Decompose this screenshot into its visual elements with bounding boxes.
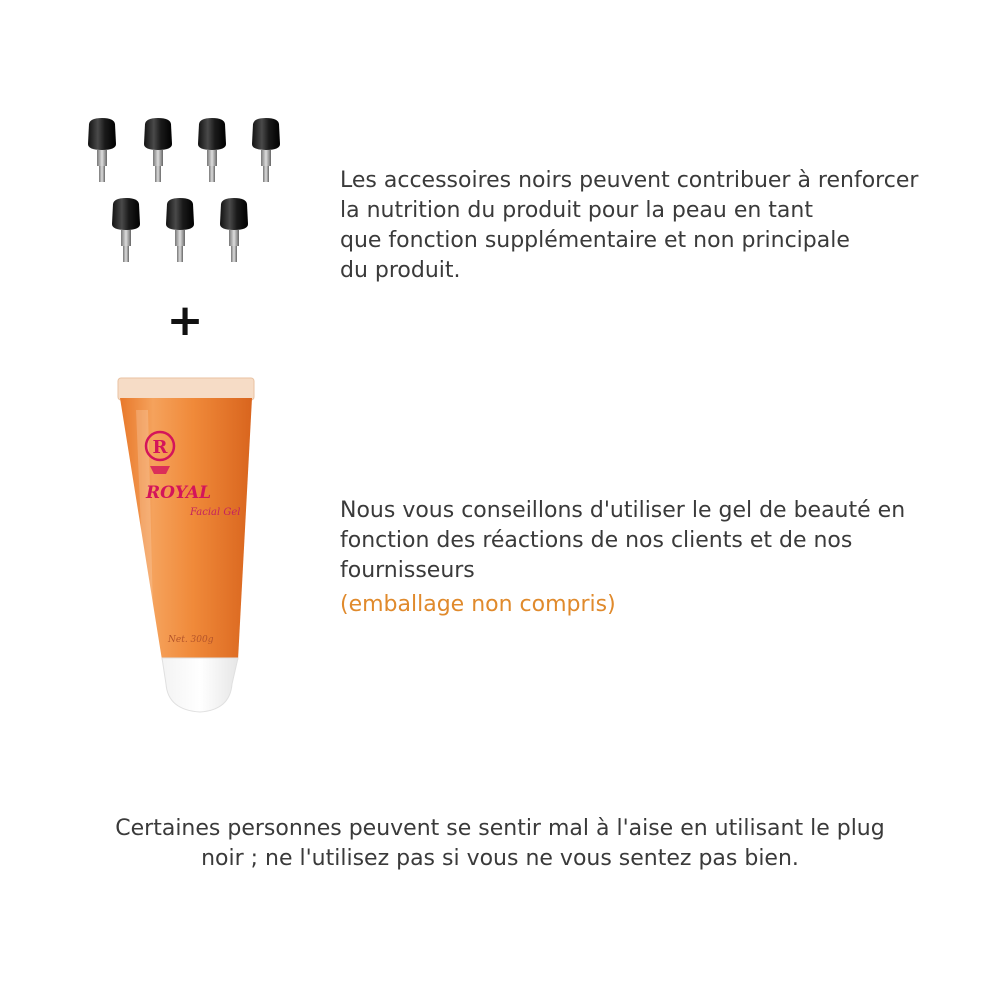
- text-line: du produit.: [340, 258, 461, 283]
- plus-icon: +: [166, 295, 204, 346]
- black-plug-icon: [214, 196, 254, 266]
- text-line: fournisseurs: [340, 558, 475, 583]
- text-line: la nutrition du produit pour la peau en tant: [340, 198, 813, 223]
- text-line: Certaines personnes peuvent se sentir mal à l'aise en utilisant le plug: [115, 816, 885, 841]
- text-line: que fonction supplémentaire et non principale: [340, 228, 850, 253]
- black-plug-icon: [138, 116, 178, 186]
- black-plug-icon: [82, 116, 122, 186]
- text-line: fonction des réactions de nos clients et de nos: [340, 528, 853, 553]
- black-plug-icon: [192, 116, 232, 186]
- packaging-note: (emballage non compris): [340, 592, 616, 617]
- tube-logo-letter: R: [152, 437, 168, 458]
- tube-brand: ROYAL: [146, 483, 212, 503]
- tube-subtitle: Facial Gel: [190, 507, 241, 518]
- warning-text: [40, 814, 960, 874]
- text-line: noir ; ne l'utilisez pas si vous ne vous sentez pas bien.: [201, 846, 799, 871]
- tube-net-weight: Net. 300g: [168, 635, 214, 645]
- gel-tube-icon: [110, 370, 290, 720]
- accessories-description: [340, 166, 918, 286]
- text-line: Les accessoires noirs peuvent contribuer à renforcer: [340, 168, 919, 193]
- black-plug-icon: [160, 196, 200, 266]
- black-plug-icon: [106, 196, 146, 266]
- black-plug-icon: [246, 116, 286, 186]
- gel-description: [340, 496, 905, 620]
- text-line: Nous vous conseillons d'utiliser le gel de beauté en: [340, 498, 906, 523]
